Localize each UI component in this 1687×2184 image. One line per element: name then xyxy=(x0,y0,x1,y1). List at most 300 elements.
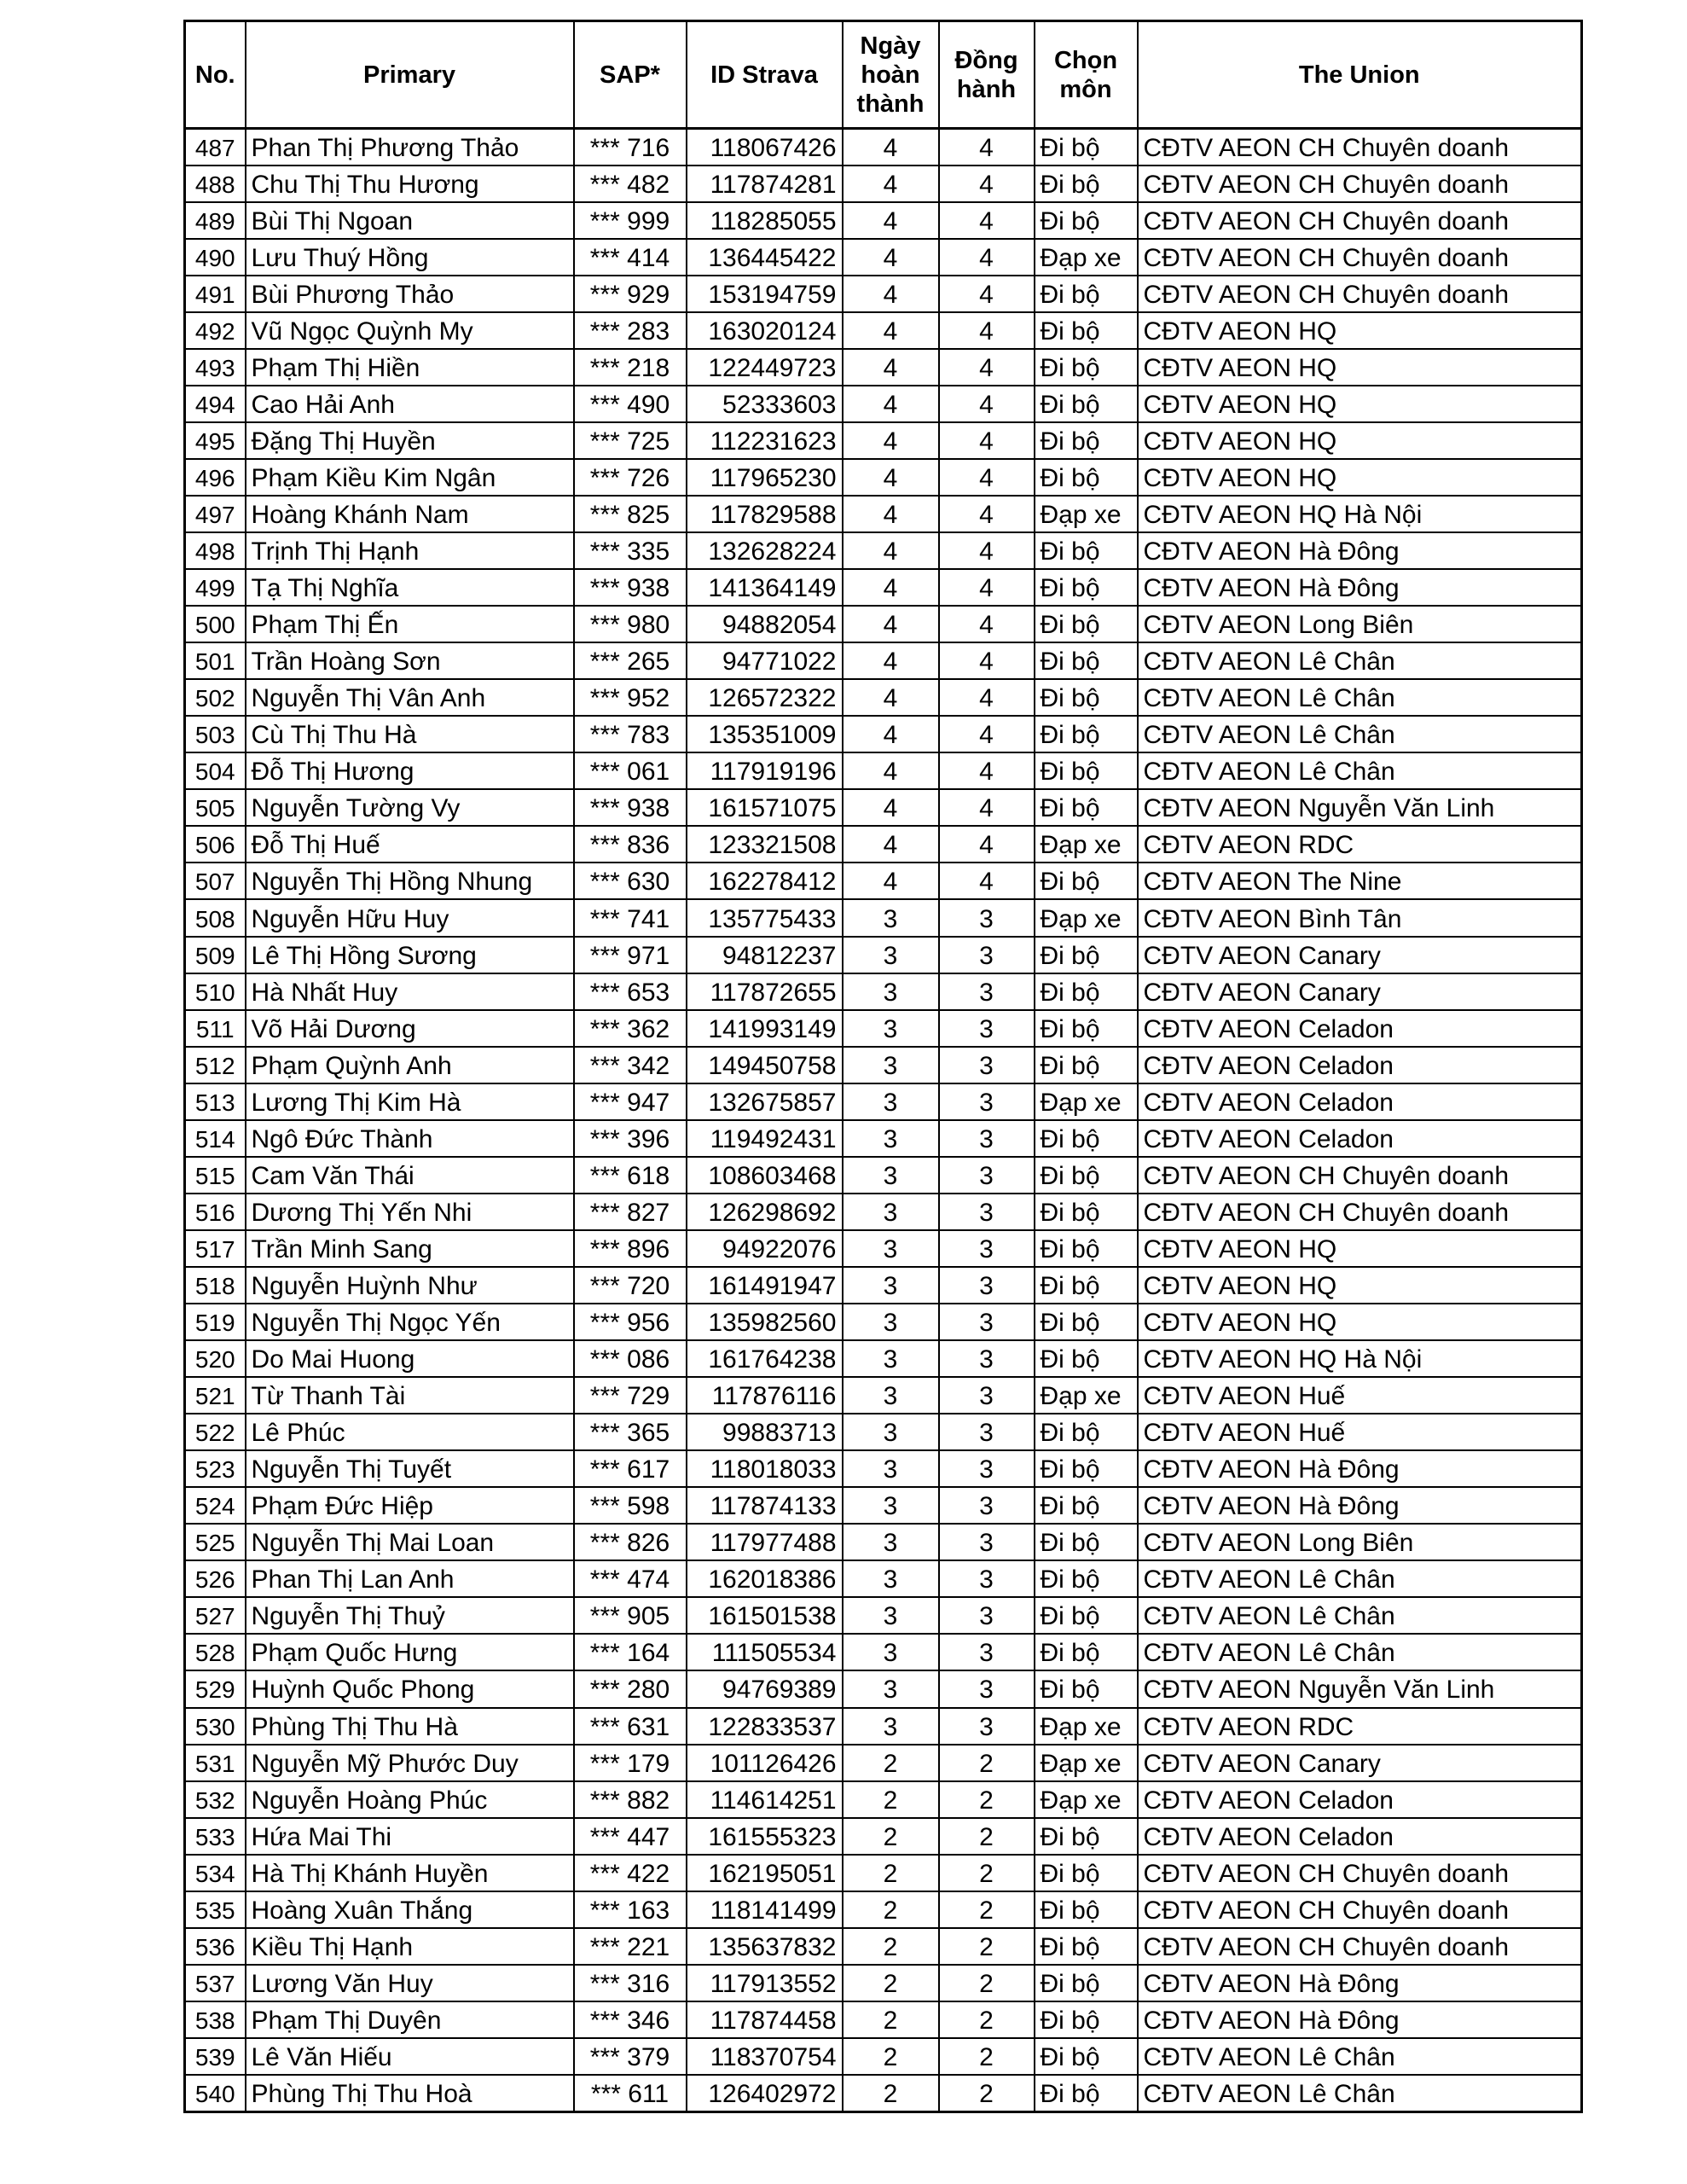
cell-strava-id: 153194759 xyxy=(687,276,843,312)
cell-primary-name: Cù Thị Thu Hà xyxy=(246,716,574,752)
cell-no: 514 xyxy=(185,1120,246,1157)
cell-primary-name: Cam Văn Thái xyxy=(246,1157,574,1194)
cell-no: 540 xyxy=(185,2075,246,2111)
cell-sport: Đi bộ xyxy=(1035,1965,1138,2001)
cell-sport: Đi bộ xyxy=(1035,1891,1138,1928)
cell-completed-days: 4 xyxy=(843,752,939,789)
cell-primary-name: Nguyễn Thị Tuyết xyxy=(246,1450,574,1487)
cell-completed-days: 4 xyxy=(843,459,939,496)
cell-sap: *** 611 xyxy=(574,2075,687,2111)
cell-companion: 4 xyxy=(939,166,1035,202)
table-row xyxy=(185,1450,1582,1487)
header-sap xyxy=(574,21,687,129)
cell-primary-name: Nguyễn Thị Ngọc Yến xyxy=(246,1304,574,1340)
table-row xyxy=(185,716,1582,752)
cell-completed-days: 3 xyxy=(843,1634,939,1670)
cell-sap: *** 422 xyxy=(574,1855,687,1891)
cell-strava-id: 117919196 xyxy=(687,752,843,789)
cell-union: CĐTV AEON CH Chuyên doanh xyxy=(1138,1855,1582,1891)
cell-primary-name: Phùng Thị Thu Hoà xyxy=(246,2075,574,2111)
cell-primary-name: Lương Văn Huy xyxy=(246,1965,574,2001)
cell-primary-name: Kiều Thị Hạnh xyxy=(246,1928,574,1965)
cell-sap: *** 999 xyxy=(574,202,687,239)
cell-sap: *** 836 xyxy=(574,826,687,863)
cell-sport: Đi bộ xyxy=(1035,1304,1138,1340)
cell-sap: *** 396 xyxy=(574,1120,687,1157)
cell-sport: Đi bộ xyxy=(1035,1267,1138,1304)
cell-sap: *** 342 xyxy=(574,1047,687,1083)
cell-sap: *** 179 xyxy=(574,1745,687,1781)
cell-strava-id: 161764238 xyxy=(687,1340,843,1377)
cell-companion: 2 xyxy=(939,1928,1035,1965)
table-row xyxy=(185,496,1582,532)
cell-primary-name: Đặng Thị Huyền xyxy=(246,422,574,459)
header-sap-label: SAP* xyxy=(600,61,660,89)
cell-no: 538 xyxy=(185,2001,246,2038)
cell-companion: 3 xyxy=(939,1450,1035,1487)
cell-strava-id: 126572322 xyxy=(687,679,843,716)
cell-union: CĐTV AEON Bình Tân xyxy=(1138,899,1582,936)
cell-sport: Đi bộ xyxy=(1035,1928,1138,1965)
table-row xyxy=(185,349,1582,386)
cell-completed-days: 3 xyxy=(843,1047,939,1083)
cell-completed-days: 4 xyxy=(843,239,939,276)
cell-sap: *** 938 xyxy=(574,569,687,606)
cell-sap: *** 163 xyxy=(574,1891,687,1928)
table-row xyxy=(185,1597,1582,1634)
table-row xyxy=(185,973,1582,1010)
cell-no: 512 xyxy=(185,1047,246,1083)
cell-primary-name: Do Mai Huong xyxy=(246,1340,574,1377)
table-row xyxy=(185,899,1582,936)
cell-primary-name: Lê Văn Hiếu xyxy=(246,2038,574,2075)
cell-sap: *** 346 xyxy=(574,2001,687,2038)
cell-no: 500 xyxy=(185,606,246,642)
table-row xyxy=(185,1855,1582,1891)
table-row xyxy=(185,1670,1582,1707)
table-row xyxy=(185,422,1582,459)
cell-union: CĐTV AEON Lê Chân xyxy=(1138,752,1582,789)
header-strava xyxy=(687,21,843,129)
cell-strava-id: 141993149 xyxy=(687,1010,843,1047)
table-row xyxy=(185,1487,1582,1524)
cell-no: 532 xyxy=(185,1781,246,1818)
cell-no: 499 xyxy=(185,569,246,606)
cell-no: 490 xyxy=(185,239,246,276)
cell-companion: 2 xyxy=(939,1855,1035,1891)
cell-sap: *** 971 xyxy=(574,937,687,973)
cell-sport: Đi bộ xyxy=(1035,679,1138,716)
cell-primary-name: Huỳnh Quốc Phong xyxy=(246,1670,574,1707)
cell-no: 494 xyxy=(185,386,246,422)
cell-strava-id: 94922076 xyxy=(687,1230,843,1267)
cell-companion: 4 xyxy=(939,716,1035,752)
cell-companion: 4 xyxy=(939,752,1035,789)
cell-strava-id: 108603468 xyxy=(687,1157,843,1194)
cell-completed-days: 2 xyxy=(843,1781,939,1818)
cell-sport: Đi bộ xyxy=(1035,1194,1138,1230)
cell-companion: 3 xyxy=(939,1304,1035,1340)
cell-strava-id: 117965230 xyxy=(687,459,843,496)
cell-union: CĐTV AEON Celadon xyxy=(1138,1120,1582,1157)
cell-union: CĐTV AEON CH Chuyên doanh xyxy=(1138,202,1582,239)
cell-union: CĐTV AEON CH Chuyên doanh xyxy=(1138,166,1582,202)
cell-companion: 3 xyxy=(939,1230,1035,1267)
cell-union: CĐTV AEON HQ xyxy=(1138,1230,1582,1267)
cell-companion: 3 xyxy=(939,1340,1035,1377)
cell-companion: 3 xyxy=(939,937,1035,973)
cell-sap: *** 474 xyxy=(574,1560,687,1597)
table-row xyxy=(185,1157,1582,1194)
table-row xyxy=(185,826,1582,863)
cell-sport: Đi bộ xyxy=(1035,2001,1138,2038)
cell-sport: Đi bộ xyxy=(1035,1524,1138,1560)
cell-strava-id: 162195051 xyxy=(687,1855,843,1891)
cell-completed-days: 3 xyxy=(843,899,939,936)
cell-completed-days: 3 xyxy=(843,1340,939,1377)
cell-completed-days: 4 xyxy=(843,716,939,752)
cell-companion: 3 xyxy=(939,973,1035,1010)
cell-strava-id: 117874281 xyxy=(687,166,843,202)
cell-sport: Đi bộ xyxy=(1035,202,1138,239)
cell-completed-days: 4 xyxy=(843,129,939,166)
cell-no: 496 xyxy=(185,459,246,496)
cell-no: 502 xyxy=(185,679,246,716)
cell-primary-name: Bùi Phương Thảo xyxy=(246,276,574,312)
cell-sap: *** 598 xyxy=(574,1487,687,1524)
cell-union: CĐTV AEON Hà Đông xyxy=(1138,2001,1582,2038)
cell-companion: 3 xyxy=(939,1634,1035,1670)
table-row xyxy=(185,166,1582,202)
table-row xyxy=(185,937,1582,973)
cell-sap: *** 729 xyxy=(574,1377,687,1414)
cell-primary-name: Phạm Kiều Kim Ngân xyxy=(246,459,574,496)
cell-completed-days: 3 xyxy=(843,1450,939,1487)
cell-completed-days: 4 xyxy=(843,532,939,569)
header-primary-label: Primary xyxy=(362,61,455,89)
cell-strava-id: 118370754 xyxy=(687,2038,843,2075)
cell-completed-days: 2 xyxy=(843,1818,939,1855)
cell-strava-id: 163020124 xyxy=(687,312,843,349)
cell-primary-name: Phan Thị Lan Anh xyxy=(246,1560,574,1597)
cell-primary-name: Hoàng Xuân Thắng xyxy=(246,1891,574,1928)
cell-strava-id: 117977488 xyxy=(687,1524,843,1560)
cell-completed-days: 3 xyxy=(843,1597,939,1634)
header-companion-line1: Đồng xyxy=(954,46,1018,74)
cell-union: CĐTV AEON RDC xyxy=(1138,826,1582,863)
cell-sport: Đi bộ xyxy=(1035,129,1138,166)
cell-strava-id: 111505534 xyxy=(687,1634,843,1670)
cell-sport: Đi bộ xyxy=(1035,937,1138,973)
cell-completed-days: 3 xyxy=(843,937,939,973)
table-row xyxy=(185,606,1582,642)
cell-union: CĐTV AEON CH Chuyên doanh xyxy=(1138,1157,1582,1194)
table-row xyxy=(185,1230,1582,1267)
cell-strava-id: 132628224 xyxy=(687,532,843,569)
cell-strava-id: 161571075 xyxy=(687,789,843,826)
cell-completed-days: 3 xyxy=(843,1304,939,1340)
cell-primary-name: Hoàng Khánh Nam xyxy=(246,496,574,532)
cell-strava-id: 117876116 xyxy=(687,1377,843,1414)
cell-primary-name: Lương Thị Kim Hà xyxy=(246,1083,574,1120)
cell-primary-name: Nguyễn Huỳnh Như xyxy=(246,1267,574,1304)
cell-primary-name: Phạm Thị Ến xyxy=(246,606,574,642)
cell-companion: 4 xyxy=(939,826,1035,863)
cell-primary-name: Phạm Quỳnh Anh xyxy=(246,1047,574,1083)
cell-no: 520 xyxy=(185,1340,246,1377)
cell-completed-days: 4 xyxy=(843,789,939,826)
cell-completed-days: 2 xyxy=(843,1745,939,1781)
cell-companion: 4 xyxy=(939,386,1035,422)
cell-sport: Đi bộ xyxy=(1035,349,1138,386)
table-row xyxy=(185,276,1582,312)
cell-union: CĐTV AEON Long Biên xyxy=(1138,1524,1582,1560)
cell-no: 498 xyxy=(185,532,246,569)
header-sport-line1: Chọn xyxy=(1053,46,1118,74)
cell-no: 501 xyxy=(185,642,246,679)
cell-primary-name: Nguyễn Thị Thuỷ xyxy=(246,1597,574,1634)
header-days-line1: Ngày xyxy=(860,32,921,60)
participants-table xyxy=(183,20,1583,2113)
cell-completed-days: 2 xyxy=(843,2038,939,2075)
header-no xyxy=(185,21,246,129)
cell-sap: *** 741 xyxy=(574,899,687,936)
cell-sport: Đi bộ xyxy=(1035,973,1138,1010)
cell-completed-days: 4 xyxy=(843,202,939,239)
cell-union: CĐTV AEON Celadon xyxy=(1138,1781,1582,1818)
cell-companion: 4 xyxy=(939,863,1035,899)
cell-no: 497 xyxy=(185,496,246,532)
cell-completed-days: 2 xyxy=(843,1965,939,2001)
cell-completed-days: 2 xyxy=(843,2001,939,2038)
cell-companion: 2 xyxy=(939,1965,1035,2001)
cell-no: 487 xyxy=(185,129,246,166)
table-row xyxy=(185,642,1582,679)
cell-sap: *** 825 xyxy=(574,496,687,532)
cell-companion: 3 xyxy=(939,1597,1035,1634)
cell-companion: 3 xyxy=(939,1010,1035,1047)
cell-companion: 4 xyxy=(939,202,1035,239)
cell-sport: Đi bộ xyxy=(1035,1450,1138,1487)
cell-completed-days: 2 xyxy=(843,1855,939,1891)
cell-strava-id: 161491947 xyxy=(687,1267,843,1304)
cell-companion: 3 xyxy=(939,1083,1035,1120)
cell-sport: Đi bộ xyxy=(1035,1120,1138,1157)
cell-completed-days: 4 xyxy=(843,312,939,349)
table-row xyxy=(185,2001,1582,2038)
cell-companion: 2 xyxy=(939,1745,1035,1781)
cell-companion: 3 xyxy=(939,1524,1035,1560)
cell-sport: Đi bộ xyxy=(1035,1634,1138,1670)
cell-union: CĐTV AEON Long Biên xyxy=(1138,606,1582,642)
cell-primary-name: Bùi Thị Ngoan xyxy=(246,202,574,239)
cell-union: CĐTV AEON HQ xyxy=(1138,349,1582,386)
cell-sport: Đi bộ xyxy=(1035,166,1138,202)
cell-strava-id: 161501538 xyxy=(687,1597,843,1634)
cell-sport: Đạp xe xyxy=(1035,899,1138,936)
cell-sap: *** 365 xyxy=(574,1414,687,1450)
cell-union: CĐTV AEON Hà Đông xyxy=(1138,1965,1582,2001)
cell-union: CĐTV AEON Canary xyxy=(1138,1745,1582,1781)
cell-union: CĐTV AEON Canary xyxy=(1138,937,1582,973)
cell-companion: 3 xyxy=(939,1487,1035,1524)
cell-sap: *** 938 xyxy=(574,789,687,826)
cell-companion: 4 xyxy=(939,496,1035,532)
cell-union: CĐTV AEON HQ Hà Nội xyxy=(1138,1340,1582,1377)
cell-companion: 4 xyxy=(939,606,1035,642)
header-strava-label: ID Strava xyxy=(710,61,818,89)
cell-completed-days: 3 xyxy=(843,1194,939,1230)
cell-companion: 3 xyxy=(939,1157,1035,1194)
cell-primary-name: Lê Thị Hồng Sương xyxy=(246,937,574,973)
cell-strava-id: 117874133 xyxy=(687,1487,843,1524)
cell-strava-id: 149450758 xyxy=(687,1047,843,1083)
cell-companion: 3 xyxy=(939,1560,1035,1597)
cell-companion: 3 xyxy=(939,1047,1035,1083)
cell-companion: 4 xyxy=(939,129,1035,166)
cell-sport: Đi bộ xyxy=(1035,276,1138,312)
cell-no: 528 xyxy=(185,1634,246,1670)
cell-completed-days: 3 xyxy=(843,1010,939,1047)
cell-sap: *** 316 xyxy=(574,1965,687,2001)
cell-strava-id: 117913552 xyxy=(687,1965,843,2001)
cell-sap: *** 280 xyxy=(574,1670,687,1707)
cell-no: 522 xyxy=(185,1414,246,1450)
cell-union: CĐTV AEON HQ xyxy=(1138,1304,1582,1340)
cell-strava-id: 112231623 xyxy=(687,422,843,459)
cell-sap: *** 061 xyxy=(574,752,687,789)
cell-no: 515 xyxy=(185,1157,246,1194)
cell-no: 509 xyxy=(185,937,246,973)
cell-no: 505 xyxy=(185,789,246,826)
cell-no: 526 xyxy=(185,1560,246,1597)
cell-union: CĐTV AEON The Nine xyxy=(1138,863,1582,899)
cell-no: 507 xyxy=(185,863,246,899)
cell-sport: Đạp xe xyxy=(1035,1083,1138,1120)
cell-union: CĐTV AEON Celadon xyxy=(1138,1818,1582,1855)
cell-strava-id: 94882054 xyxy=(687,606,843,642)
cell-union: CĐTV AEON Huế xyxy=(1138,1414,1582,1450)
table-row xyxy=(185,532,1582,569)
cell-sap: *** 335 xyxy=(574,532,687,569)
cell-primary-name: Nguyễn Hoàng Phúc xyxy=(246,1781,574,1818)
cell-sap: *** 980 xyxy=(574,606,687,642)
cell-strava-id: 135351009 xyxy=(687,716,843,752)
header-days-line3: thành xyxy=(856,90,925,118)
cell-completed-days: 3 xyxy=(843,973,939,1010)
cell-companion: 3 xyxy=(939,1377,1035,1414)
table-row xyxy=(185,863,1582,899)
cell-companion: 2 xyxy=(939,1891,1035,1928)
cell-companion: 3 xyxy=(939,1267,1035,1304)
cell-companion: 4 xyxy=(939,789,1035,826)
cell-completed-days: 3 xyxy=(843,1414,939,1450)
cell-no: 517 xyxy=(185,1230,246,1267)
cell-sap: *** 882 xyxy=(574,1781,687,1818)
cell-sport: Đi bộ xyxy=(1035,1597,1138,1634)
cell-completed-days: 3 xyxy=(843,1120,939,1157)
table-row xyxy=(185,1560,1582,1597)
cell-sap: *** 379 xyxy=(574,2038,687,2075)
cell-completed-days: 3 xyxy=(843,1670,939,1707)
cell-sport: Đi bộ xyxy=(1035,789,1138,826)
cell-no: 533 xyxy=(185,1818,246,1855)
table-row xyxy=(185,1340,1582,1377)
cell-strava-id: 101126426 xyxy=(687,1745,843,1781)
cell-sap: *** 086 xyxy=(574,1340,687,1377)
cell-strava-id: 118141499 xyxy=(687,1891,843,1928)
cell-strava-id: 141364149 xyxy=(687,569,843,606)
cell-primary-name: Hà Nhất Huy xyxy=(246,973,574,1010)
cell-sport: Đi bộ xyxy=(1035,1230,1138,1267)
cell-union: CĐTV AEON Canary xyxy=(1138,973,1582,1010)
cell-sap: *** 221 xyxy=(574,1928,687,1965)
cell-no: 530 xyxy=(185,1708,246,1745)
cell-sap: *** 929 xyxy=(574,276,687,312)
table-row xyxy=(185,129,1582,166)
cell-primary-name: Lưu Thuý Hồng xyxy=(246,239,574,276)
cell-union: CĐTV AEON CH Chuyên doanh xyxy=(1138,1928,1582,1965)
cell-strava-id: 114614251 xyxy=(687,1781,843,1818)
cell-union: CĐTV AEON HQ xyxy=(1138,459,1582,496)
cell-companion: 4 xyxy=(939,239,1035,276)
cell-strava-id: 117872655 xyxy=(687,973,843,1010)
cell-sport: Đi bộ xyxy=(1035,863,1138,899)
cell-completed-days: 3 xyxy=(843,1230,939,1267)
cell-no: 535 xyxy=(185,1891,246,1928)
cell-sap: *** 783 xyxy=(574,716,687,752)
cell-companion: 2 xyxy=(939,2001,1035,2038)
table-row xyxy=(185,386,1582,422)
cell-sap: *** 490 xyxy=(574,386,687,422)
cell-strava-id: 123321508 xyxy=(687,826,843,863)
cell-completed-days: 4 xyxy=(843,422,939,459)
cell-no: 531 xyxy=(185,1745,246,1781)
cell-primary-name: Vũ Ngọc Quỳnh My xyxy=(246,312,574,349)
cell-sap: *** 947 xyxy=(574,1083,687,1120)
cell-completed-days: 4 xyxy=(843,642,939,679)
cell-sap: *** 283 xyxy=(574,312,687,349)
cell-union: CĐTV AEON Hà Đông xyxy=(1138,1450,1582,1487)
cell-primary-name: Ngô Đức Thành xyxy=(246,1120,574,1157)
header-days xyxy=(843,21,939,129)
cell-primary-name: Nguyễn Hữu Huy xyxy=(246,899,574,936)
cell-union: CĐTV AEON CH Chuyên doanh xyxy=(1138,1194,1582,1230)
table-row xyxy=(185,1745,1582,1781)
cell-sport: Đi bộ xyxy=(1035,1560,1138,1597)
cell-primary-name: Phạm Đức Hiệp xyxy=(246,1487,574,1524)
cell-no: 503 xyxy=(185,716,246,752)
cell-strava-id: 52333603 xyxy=(687,386,843,422)
cell-no: 525 xyxy=(185,1524,246,1560)
cell-no: 511 xyxy=(185,1010,246,1047)
cell-strava-id: 99883713 xyxy=(687,1414,843,1450)
cell-no: 493 xyxy=(185,349,246,386)
table-row xyxy=(185,1818,1582,1855)
cell-sap: *** 617 xyxy=(574,1450,687,1487)
cell-strava-id: 117829588 xyxy=(687,496,843,532)
cell-no: 495 xyxy=(185,422,246,459)
cell-primary-name: Phạm Quốc Hưng xyxy=(246,1634,574,1670)
cell-sap: *** 826 xyxy=(574,1524,687,1560)
cell-strava-id: 135982560 xyxy=(687,1304,843,1340)
cell-primary-name: Nguyễn Mỹ Phước Duy xyxy=(246,1745,574,1781)
cell-no: 536 xyxy=(185,1928,246,1965)
table-row xyxy=(185,1083,1582,1120)
cell-strava-id: 94769389 xyxy=(687,1670,843,1707)
cell-sport: Đi bộ xyxy=(1035,459,1138,496)
cell-sport: Đạp xe xyxy=(1035,1745,1138,1781)
